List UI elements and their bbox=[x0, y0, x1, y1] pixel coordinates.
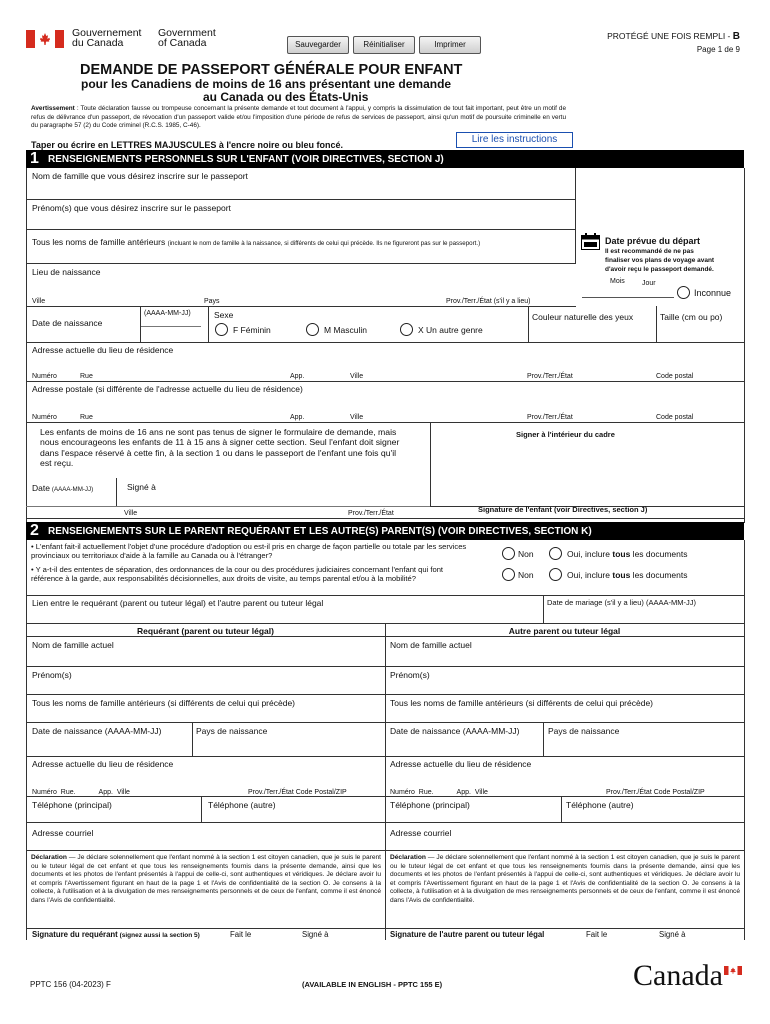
signed-city-label[interactable]: Ville bbox=[124, 510, 138, 517]
sex-other-label: X Un autre genre bbox=[418, 325, 483, 335]
departure-title: Date prévue du départ bbox=[605, 236, 701, 246]
other-decl-label: Déclaration bbox=[390, 854, 426, 861]
applicant-previous-field[interactable]: Tous les noms de famille antérieurs (si différents de celui qui précède) bbox=[32, 698, 296, 708]
addr-number-label[interactable]: Numéro bbox=[32, 373, 57, 380]
current-address-label: Adresse actuelle du lieu de résidence bbox=[32, 345, 174, 355]
previous-surnames-label: Tous les noms de famille antérieurs bbox=[32, 237, 166, 247]
applicant-phone-other-field[interactable]: Téléphone (autre) bbox=[208, 800, 276, 810]
applicant-sig-note: (signez aussi la section 5) bbox=[117, 932, 200, 939]
child-given-names-field[interactable]: Prénom(s) que vous désirez inscrire sur le passeport bbox=[32, 203, 231, 213]
mail-prov-label[interactable]: Prov./Terr./État bbox=[527, 414, 573, 421]
sex-female-label: F Féminin bbox=[233, 325, 271, 335]
other-addr-line[interactable]: Numéro Rue. App. Ville bbox=[390, 789, 488, 796]
adoption-yes-prefix: Oui, inclure bbox=[567, 549, 613, 559]
other-decl-text: — Je déclare solennellement que l'enfant nommé à la section 1 est citoyen canadien, que je suis le parent ou le tuteur légal de cet enfant et que tous les renseignements fournis dans la présente demande, ainsi que les documents et les photos de l'enfant présentés à l'appui de celle-ci, sont authentiques et véridiques. Je déclare avoir lu et compris l'Avertissement figurant en haut de la page 1 et l'Avis de confidentialité de la section O. Je consens à la collecte, à l'utilisation et à la divulgation de mes renseignements personnels et de ceux de l'enfant, comme il est énoncé dans l'Avis de confidentialité. bbox=[390, 854, 740, 904]
birthplace-label: Lieu de naissance bbox=[32, 267, 101, 277]
adoption-yes-suffix: les documents bbox=[630, 549, 688, 559]
child-sign-note: Les enfants de moins de 16 ans ne sont pas tenus de signer le formulaire de demande, mais nous encourageons les enfants de 11 à 15 ans à signer cette section. Seul l'enfant doit signer dans l'espace réservé à cette fin, à la section 1 ou dans le passeport de l'enfant une fois qu'il est reçu. bbox=[40, 427, 400, 469]
custody-no-radio[interactable] bbox=[502, 568, 515, 581]
save-button[interactable]: Sauvegarder bbox=[287, 36, 349, 54]
wordmark-flag-icon bbox=[724, 962, 742, 971]
relationship-field[interactable]: Lien entre le requérant (parent ou tuteur légal) et l'autre parent ou tuteur légal bbox=[32, 598, 324, 608]
adoption-yes-radio[interactable] bbox=[549, 547, 562, 560]
signed-at-label: Signé à bbox=[127, 482, 156, 492]
birthdate-format: (AAAA-MM-JJ) bbox=[144, 310, 191, 317]
mail-street-label[interactable]: Rue bbox=[80, 414, 93, 421]
sign-inside-label: Signer à l'intérieur du cadre bbox=[516, 430, 615, 439]
mailing-address-label: Adresse postale (si différente de l'adresse actuelle du lieu de résidence) bbox=[32, 384, 303, 394]
other-done-label: Fait le bbox=[586, 930, 608, 939]
warning-text bbox=[31, 105, 566, 131]
applicant-signature-label bbox=[32, 931, 200, 940]
signed-prov-label[interactable]: Prov./Terr./État bbox=[348, 510, 394, 517]
applicant-email-field[interactable]: Adresse courriel bbox=[32, 828, 94, 838]
child-previous-surnames-field[interactable] bbox=[32, 237, 480, 248]
departure-note-2: finaliser vos plans de voyage avant bbox=[605, 257, 715, 264]
child-signature-label: Signature de l'enfant (voir Directives, section J) bbox=[478, 505, 648, 514]
adoption-question: • L'enfant fait-il actuellement l'objet d'une procédure d'adoption ou est-il pris en charge de façon partielle ou totale par les services provinciaux ou territoriaux d'aide à la famille au Canada ou à l'étranger? bbox=[31, 542, 467, 561]
unknown-date-label: Inconnue bbox=[694, 288, 732, 298]
sex-male-label: M Masculin bbox=[324, 325, 367, 335]
form-identifier: PPTC 156 (04-2023) F bbox=[30, 980, 111, 989]
section-2-title: RENSEIGNEMENTS SUR LE PARENT REQUÉRANT ET LES AUTRE(S) PARENT(S) (VOIR DIRECTIVES, SECTION K) bbox=[48, 526, 592, 537]
addr-prov-label[interactable]: Prov./Terr./État bbox=[527, 373, 573, 380]
addr-postal-label[interactable]: Code postal bbox=[656, 373, 694, 380]
read-instructions-button[interactable]: Lire les instructions bbox=[456, 132, 573, 148]
applicant-address-label: Adresse actuelle du lieu de résidence bbox=[32, 759, 174, 769]
protected-letter: B bbox=[732, 31, 740, 42]
section-1-title: RENSEIGNEMENTS PERSONNELS SUR L'ENFANT (VOIR DIRECTIVES, SECTION J) bbox=[48, 154, 444, 165]
canada-wordmark bbox=[633, 960, 723, 992]
applicant-signature-field[interactable] bbox=[27, 910, 384, 928]
departure-month-label: Mois bbox=[610, 278, 625, 285]
english-available-note: (AVAILABLE IN ENGLISH - PPTC 155 E) bbox=[302, 980, 443, 989]
other-birth-country-field[interactable]: Pays de naissance bbox=[548, 726, 620, 736]
page-number: Page 1 de 9 bbox=[696, 45, 740, 54]
form-subtitle-2: au Canada ou des États-Unis bbox=[203, 90, 369, 104]
gov-fr-line2: du Canada bbox=[72, 37, 124, 49]
applicant-declaration bbox=[31, 854, 381, 906]
section-1-header bbox=[26, 150, 744, 168]
other-signature-field[interactable] bbox=[386, 910, 743, 928]
applicant-signed-at-label: Signé à bbox=[302, 930, 329, 939]
warning-label: Avertissement bbox=[31, 105, 75, 112]
addr-apt-label[interactable]: App. bbox=[290, 373, 305, 380]
applicant-given-field[interactable]: Prénom(s) bbox=[32, 670, 72, 680]
marriage-date-field[interactable]: Date de mariage (s'il y a lieu) (AAAA-MM-JJ) bbox=[547, 598, 696, 607]
section-1-number: 1 bbox=[30, 150, 39, 167]
sex-label: Sexe bbox=[214, 310, 234, 320]
applicant-decl-label: Déclaration bbox=[31, 854, 67, 861]
custody-no-label: Non bbox=[518, 570, 534, 580]
print-button[interactable]: Imprimer bbox=[419, 36, 481, 54]
other-parent-column-header: Autre parent ou tuteur légal bbox=[508, 626, 621, 636]
other-phone-other-field[interactable]: Téléphone (autre) bbox=[566, 800, 634, 810]
form-subtitle-1: pour les Canadiens de moins de 16 ans présentant une demande bbox=[81, 77, 452, 91]
sex-other-radio[interactable] bbox=[400, 323, 413, 336]
custody-yes-bold: tous bbox=[612, 570, 631, 580]
custody-question: • Y a-t-il des ententes de séparation, des ordonnances de la cour ou des procédures judiciaires concernant l'enfant qui font référence à la garde, aux responsabilités décisionnelles, aux droits de visite, au temps parental et/ou à la mobilité? bbox=[31, 565, 444, 584]
addr-city-label[interactable]: Ville bbox=[350, 373, 364, 380]
birth-prov-label[interactable]: Prov./Terr./État (s'il y a lieu) bbox=[446, 298, 531, 305]
canada-flag-icon bbox=[26, 30, 64, 48]
canada-wordmark-text: Canada bbox=[633, 959, 723, 992]
other-surname-field[interactable]: Nom de famille actuel bbox=[390, 640, 472, 650]
adoption-yes-bold: tous bbox=[612, 549, 631, 559]
other-previous-field[interactable]: Tous les noms de famille antérieurs (si différents de celui qui précède) bbox=[390, 698, 654, 708]
eye-color-field[interactable]: Couleur naturelle des yeux bbox=[532, 312, 634, 322]
previous-surnames-note: (incluant le nom de famille à la naissance, si différents de celui qui précède. Ils ne figureront pas sur le passeport.) bbox=[167, 240, 481, 247]
other-phone-main-field[interactable]: Téléphone (principal) bbox=[390, 800, 470, 810]
applicant-birth-country-field[interactable]: Pays de naissance bbox=[196, 726, 268, 736]
applicant-sig-title: Signature du requérant bbox=[32, 930, 118, 939]
departure-day-label: Jour bbox=[642, 280, 656, 287]
height-field[interactable]: Taille (cm ou po) bbox=[660, 312, 723, 322]
reset-button[interactable]: Réinitialiser bbox=[353, 36, 415, 54]
sign-date-label bbox=[32, 484, 93, 494]
form-title: DEMANDE DE PASSEPORT GÉNÉRALE POUR ENFANT bbox=[80, 62, 463, 78]
other-given-field[interactable]: Prénom(s) bbox=[390, 670, 430, 680]
calendar-icon bbox=[581, 233, 600, 250]
gov-en-line1: Government bbox=[158, 27, 216, 39]
sign-date-word: Date bbox=[32, 483, 50, 493]
applicant-column-header: Requérant (parent ou tuteur légal) bbox=[137, 626, 274, 636]
adoption-yes-label bbox=[567, 549, 687, 559]
mail-postal-label[interactable]: Code postal bbox=[656, 414, 694, 421]
protected-text: PROTÉGÉ UNE FOIS REMPLI - bbox=[607, 31, 733, 41]
applicant-done-label: Fait le bbox=[230, 930, 252, 939]
mail-city-label[interactable]: Ville bbox=[350, 414, 364, 421]
applicant-birthdate-field[interactable]: Date de naissance (AAAA-MM-JJ) bbox=[32, 726, 162, 736]
sex-male-radio[interactable] bbox=[306, 323, 319, 336]
gov-en-line2: of Canada bbox=[158, 37, 207, 49]
other-birthdate-field[interactable]: Date de naissance (AAAA-MM-JJ) bbox=[390, 726, 520, 736]
mail-number-label[interactable]: Numéro bbox=[32, 414, 57, 421]
adoption-no-label: Non bbox=[518, 549, 534, 559]
adoption-no-radio[interactable] bbox=[502, 547, 515, 560]
protected-label bbox=[607, 31, 740, 42]
child-surname-field[interactable]: Nom de famille que vous désirez inscrire sur le passeport bbox=[32, 171, 248, 181]
mail-apt-label[interactable]: App. bbox=[290, 414, 305, 421]
other-addr-right[interactable]: Prov./Terr./État Code Postal/ZIP bbox=[606, 789, 705, 796]
birth-country-label[interactable]: Pays bbox=[204, 298, 220, 305]
custody-yes-suffix: les documents bbox=[630, 570, 688, 580]
applicant-addr-line[interactable]: Numéro Rue. App. Ville bbox=[32, 789, 130, 796]
birth-city-label[interactable]: Ville bbox=[32, 298, 46, 305]
applicant-addr-right[interactable]: Prov./Terr./État Code Postal/ZIP bbox=[248, 789, 347, 796]
applicant-surname-field[interactable]: Nom de famille actuel bbox=[32, 640, 114, 650]
sign-date-format: (AAAA-MM-JJ) bbox=[51, 486, 94, 493]
other-signature-label: Signature de l'autre parent ou tuteur légal bbox=[390, 930, 545, 939]
custody-yes-label bbox=[567, 570, 687, 580]
warning-body: : Toute déclaration fausse ou trompeuse concernant la présente demande et tout document à l'appui, y compris la dissimulation de tout fait important, peut être un motif de refus de délivrance d'un passeport, de révocation d'un passeport valide et/ou l'imposition d'une période de refus de services de passeport, ainsi qu'un motif de poursuite criminelle en vertu du paragraphe 57 (2) du Code criminel (R.C.S. 1985, C-46). bbox=[31, 105, 566, 130]
custody-yes-radio[interactable] bbox=[549, 568, 562, 581]
sex-female-radio[interactable] bbox=[215, 323, 228, 336]
other-email-field[interactable]: Adresse courriel bbox=[390, 828, 452, 838]
section-2-header bbox=[26, 522, 744, 540]
gov-fr-line1: Gouvernement bbox=[72, 27, 142, 39]
addr-street-label[interactable]: Rue bbox=[80, 373, 93, 380]
unknown-date-radio[interactable] bbox=[677, 286, 690, 299]
other-declaration bbox=[390, 854, 740, 906]
other-address-label: Adresse actuelle du lieu de résidence bbox=[390, 759, 532, 769]
section-2-number: 2 bbox=[30, 522, 39, 539]
departure-note-3: d'avoir reçu le passeport demandé. bbox=[605, 266, 714, 273]
applicant-decl-text: — Je déclare solennellement que l'enfant nommé à la section 1 est citoyen canadien, que je suis le parent ou le tuteur légal de cet enfant et que tous les renseignements fournis dans la présente demande, ainsi que les documents et les photos de l'enfant présentés à l'appui de celle-ci, sont authentiques et véridiques. Je déclare avoir lu et compris l'Avertissement figurant en haut de la page 1 et l'Avis de confidentialité de la section O. Je consens à la collecte, à l'utilisation et à la divulgation de mes renseignements personnels et de ceux de l'enfant, comme il est énoncé dans l'Avis de confidentialité. bbox=[31, 854, 381, 904]
other-signed-at-label: Signé à bbox=[659, 930, 686, 939]
applicant-phone-main-field[interactable]: Téléphone (principal) bbox=[32, 800, 112, 810]
custody-yes-prefix: Oui, inclure bbox=[567, 570, 613, 580]
type-instruction: Taper ou écrire en LETTRES MAJUSCULES à l'encre noire ou bleu foncé. bbox=[31, 140, 344, 150]
birthdate-label: Date de naissance bbox=[32, 318, 103, 328]
departure-note-1: Il est recommandé de ne pas bbox=[605, 248, 694, 255]
